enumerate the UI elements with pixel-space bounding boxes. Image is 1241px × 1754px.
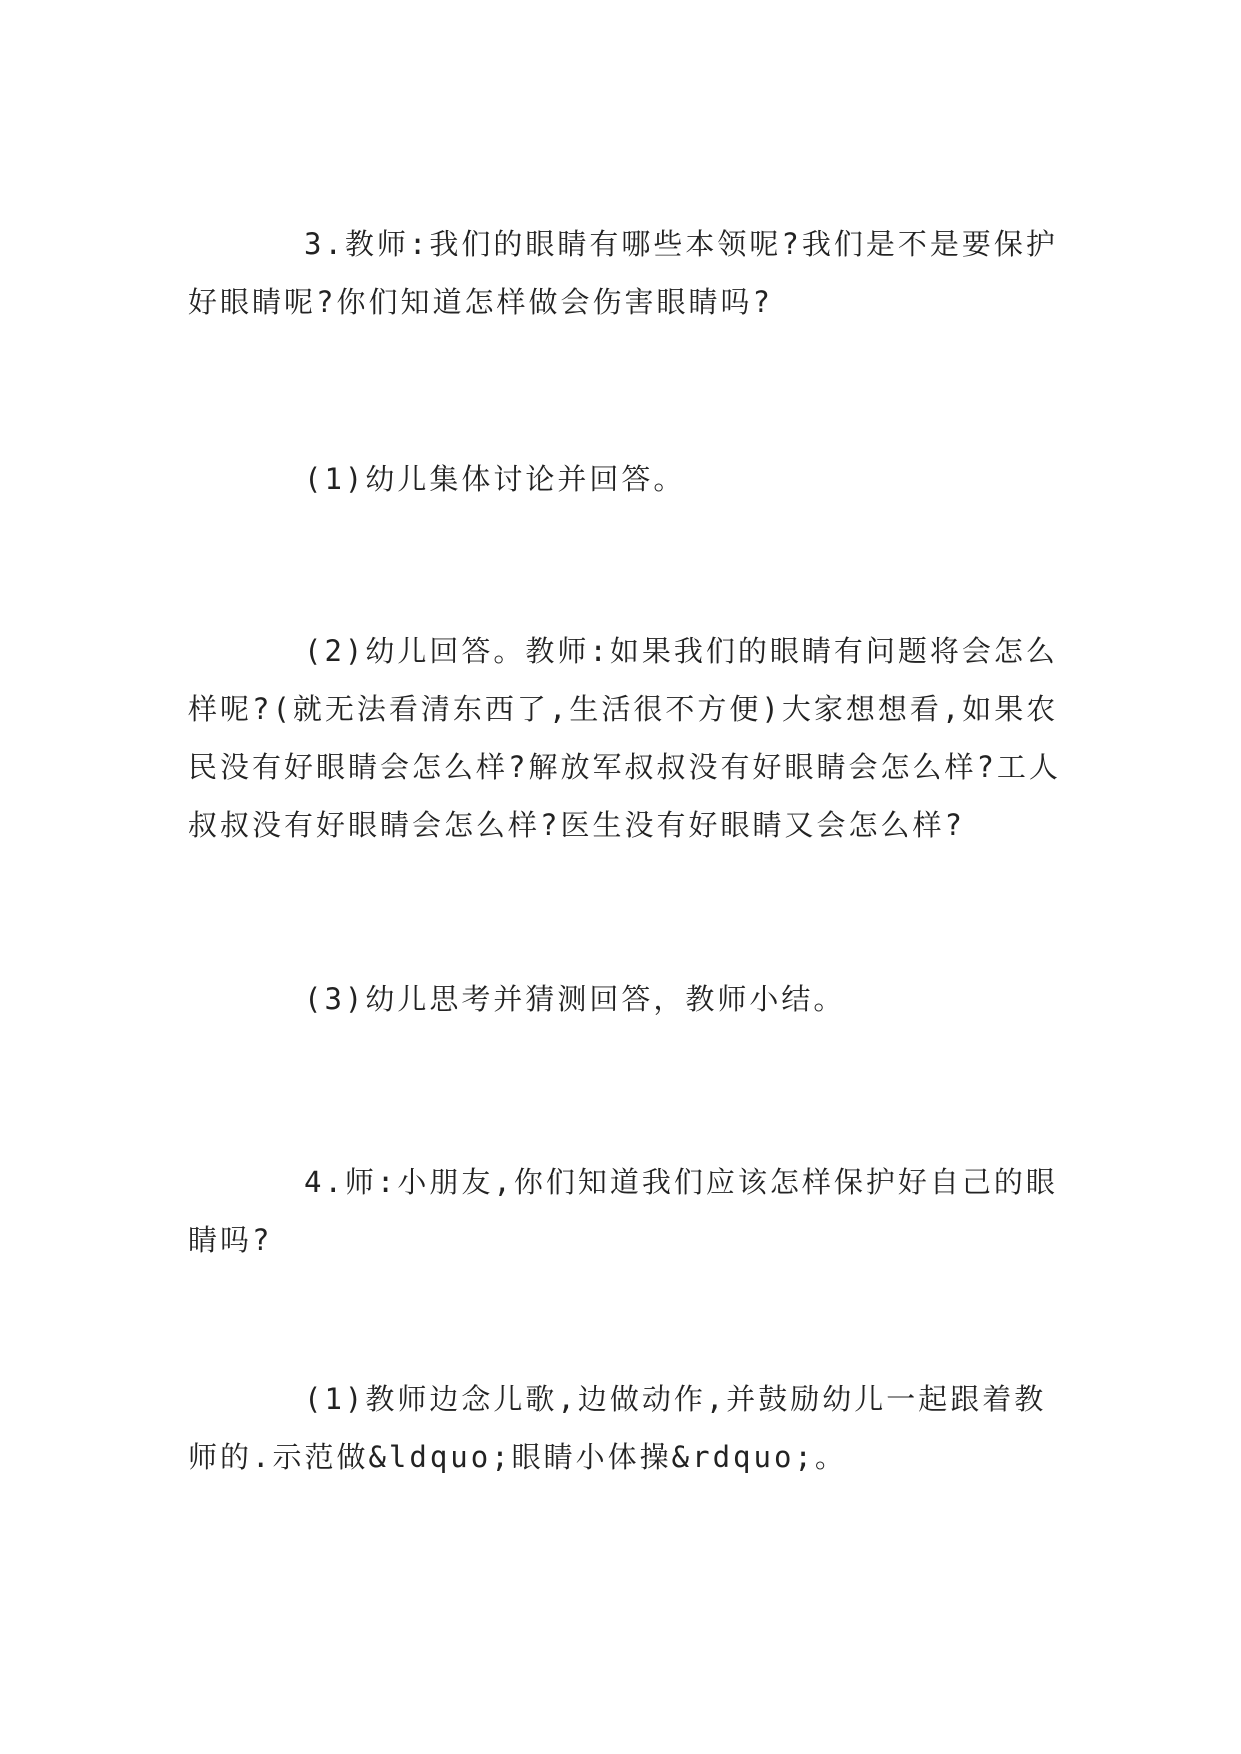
paragraph-how-to-protect: 4.师:小朋友,你们知道我们应该怎样保护好自己的眼睛吗?	[188, 1165, 1058, 1257]
paragraph-guess-answer: (3)幼儿思考并猜测回答，教师小结。	[304, 982, 846, 1016]
paragraph-eye-problems: (2)幼儿回答。教师:如果我们的眼睛有问题将会怎么样呢?(就无法看清东西了,生活很不方便)大家想想看,如果农民没有好眼睛会怎么样?解放军叔叔没有好眼睛会怎么样?工人叔叔没有好眼睛会怎么样?医生没有好眼睛又会怎么样?	[188, 634, 1061, 842]
paragraph-group-discussion: (1)幼儿集体讨论并回答。	[304, 462, 686, 496]
paragraph-teacher-question-eyes: 3.教师:我们的眼睛有哪些本领呢?我们是不是要保护好眼睛呢?你们知道怎样做会伤害眼睛吗?	[188, 227, 1058, 319]
paragraph-eye-exercise: (1)教师边念儿歌,边做动作,并鼓励幼儿一起跟着教师的.示范做&ldquo;眼睛小体操&rdquo;。	[188, 1382, 1047, 1474]
